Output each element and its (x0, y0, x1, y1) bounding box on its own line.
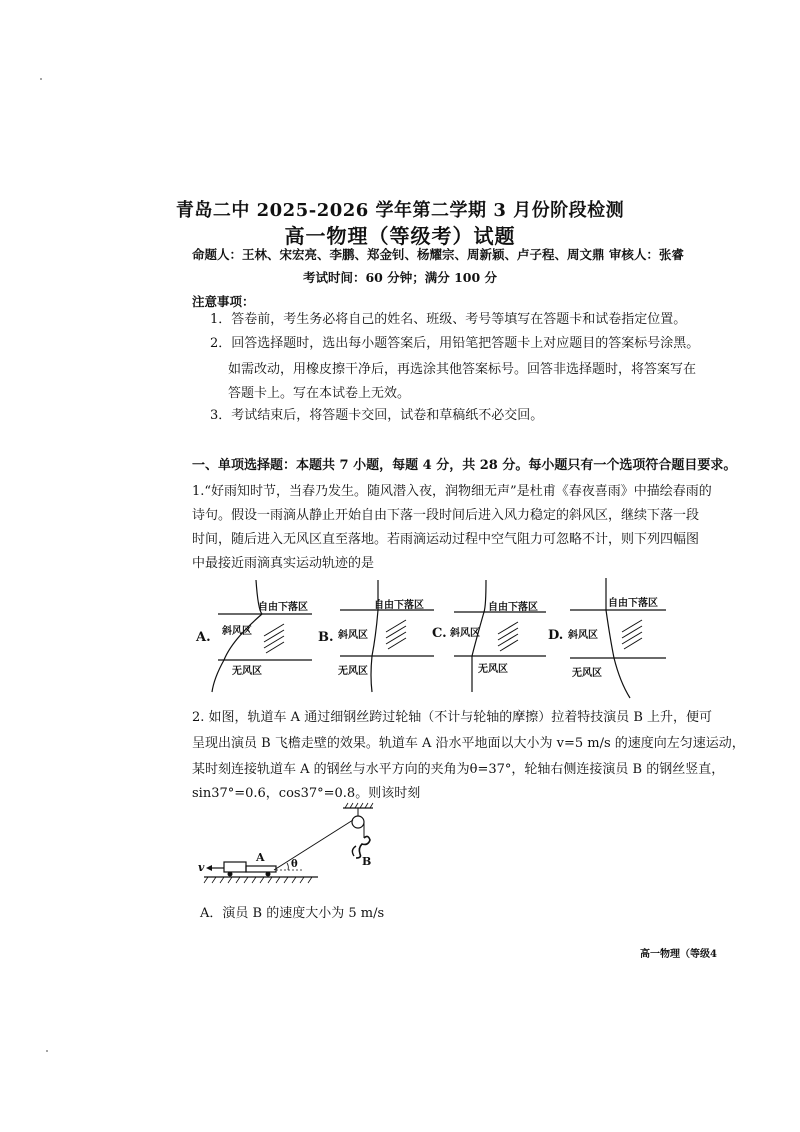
note-item-2: 2．回答选择题时，选出每小题答案后，用铅笔把答题卡上对应题目的答案标号涂黑。 (210, 336, 700, 351)
q1-a-no-wind-label: 无风区 (232, 666, 262, 677)
q1-option-a-diagram (192, 580, 322, 700)
q2-figure (198, 800, 388, 895)
q1-c-free-fall-label: 自由下落区 (488, 602, 538, 613)
authors-line: 命题人：王林、宋宏亮、李鹏、郑金钊、杨耀宗、周新颖、卢子程、周文鼎 审核人：张睿 (192, 247, 684, 262)
exam-subtitle: 高一物理（等级考）试题 (284, 224, 516, 248)
q1-option-d-label: D. (548, 628, 564, 643)
q1-a-free-fall-label: 自由下落区 (258, 602, 308, 613)
notes-title: 注意事项： (192, 294, 255, 309)
q1-c-no-wind-label: 无风区 (478, 664, 508, 675)
q1-option-c-diagram (428, 580, 558, 700)
q1-c-wind-label: 斜风区 (450, 628, 480, 639)
q2-line-2: 呈现出演员 B 飞檐走壁的效果。轨道车 A 沿水平地面以大小为 v=5 m/s 的速度向左匀速运动， (192, 736, 745, 751)
q2-figure-svg (198, 800, 388, 895)
q1-option-c-label: C. (432, 626, 447, 641)
q1-d-wind-label: 斜风区 (568, 630, 598, 641)
q1-line-4: 中最接近雨滴真实运动轨迹的是 (192, 556, 375, 571)
q1-d-free-fall-label: 自由下落区 (608, 598, 658, 609)
q1-b-no-wind-label: 无风区 (338, 666, 368, 677)
q2-line-3: 某时刻连接轨道车 A 的钢丝与水平方向的夹角为θ=37°，轮轴右侧连接演员 B 的钢丝竖直， (192, 762, 725, 777)
q1-b-free-fall-label: 自由下落区 (374, 600, 424, 611)
q1-option-b-diagram (314, 580, 444, 700)
q1-line-2: 诗句。假设一雨滴从静止开始自由下落一段时间后进入风力稳定的斜风区，继续下落一段 (192, 508, 700, 523)
exam-time: 考试时间：60 分钟；满分 100 分 (302, 270, 498, 285)
exam-title: 青岛二中 2025-2026 学年第二学期 3 月份阶段检测 (175, 200, 625, 221)
q2-line-4: sin37°=0.6，cos37°=0.8。则该时刻 (192, 786, 421, 801)
note-item-1: 1．答卷前，考生务必将自己的姓名、班级、考号等填写在答题卡和试卷指定位置。 (210, 312, 687, 327)
q1-a-wind-label: 斜风区 (222, 626, 252, 637)
scan-speck (40, 78, 42, 80)
q1-option-b-label: B. (318, 630, 334, 645)
q1-line-1: 1.“好雨知时节，当春乃发生。随风潜入夜，润物细无声”是杜甫《春夜喜雨》中描绘春雨的 (192, 484, 712, 499)
q1-line-3: 时间，随后进入无风区直至落地。若雨滴运动过程中空气阻力可忽略不计，则下列四幅图 (192, 532, 700, 547)
q2-angle-label: θ (291, 859, 298, 870)
note-item-3: 3．考试结束后，将答题卡交回，试卷和草稿纸不必交回。 (210, 408, 544, 423)
q2-cart-label: A (256, 851, 265, 864)
section-heading: 一、单项选择题：本题共 7 小题，每题 4 分，共 28 分。每小题只有一个选项符合题目要求。 (192, 458, 737, 473)
q1-d-no-wind-label: 无风区 (572, 668, 602, 679)
q1-option-d-diagram (544, 578, 674, 702)
note-item-2-cont2: 答题卡上。写在本试卷上无效。 (228, 386, 411, 401)
q2-option-a: A．演员 B 的速度大小为 5 m/s (200, 906, 385, 921)
q2-line-1: 2. 如图，轨道车 A 通过细钢丝跨过轮轴（不计与轮轴的摩擦）拉着特技演员 B 上升，便可 (192, 710, 713, 725)
q2-velocity-label: v (198, 861, 205, 874)
q1-option-a-label: A. (196, 630, 211, 645)
note-item-2-cont: 如需改动，用橡皮擦干净后，再选涂其他答案标号。回答非选择题时，将答案写在 (228, 362, 697, 377)
q1-b-wind-label: 斜风区 (338, 630, 368, 641)
scan-speck (46, 1050, 48, 1052)
page-footer: 高一物理（等级4 (640, 949, 717, 960)
q2-performer-label: B (362, 855, 372, 868)
